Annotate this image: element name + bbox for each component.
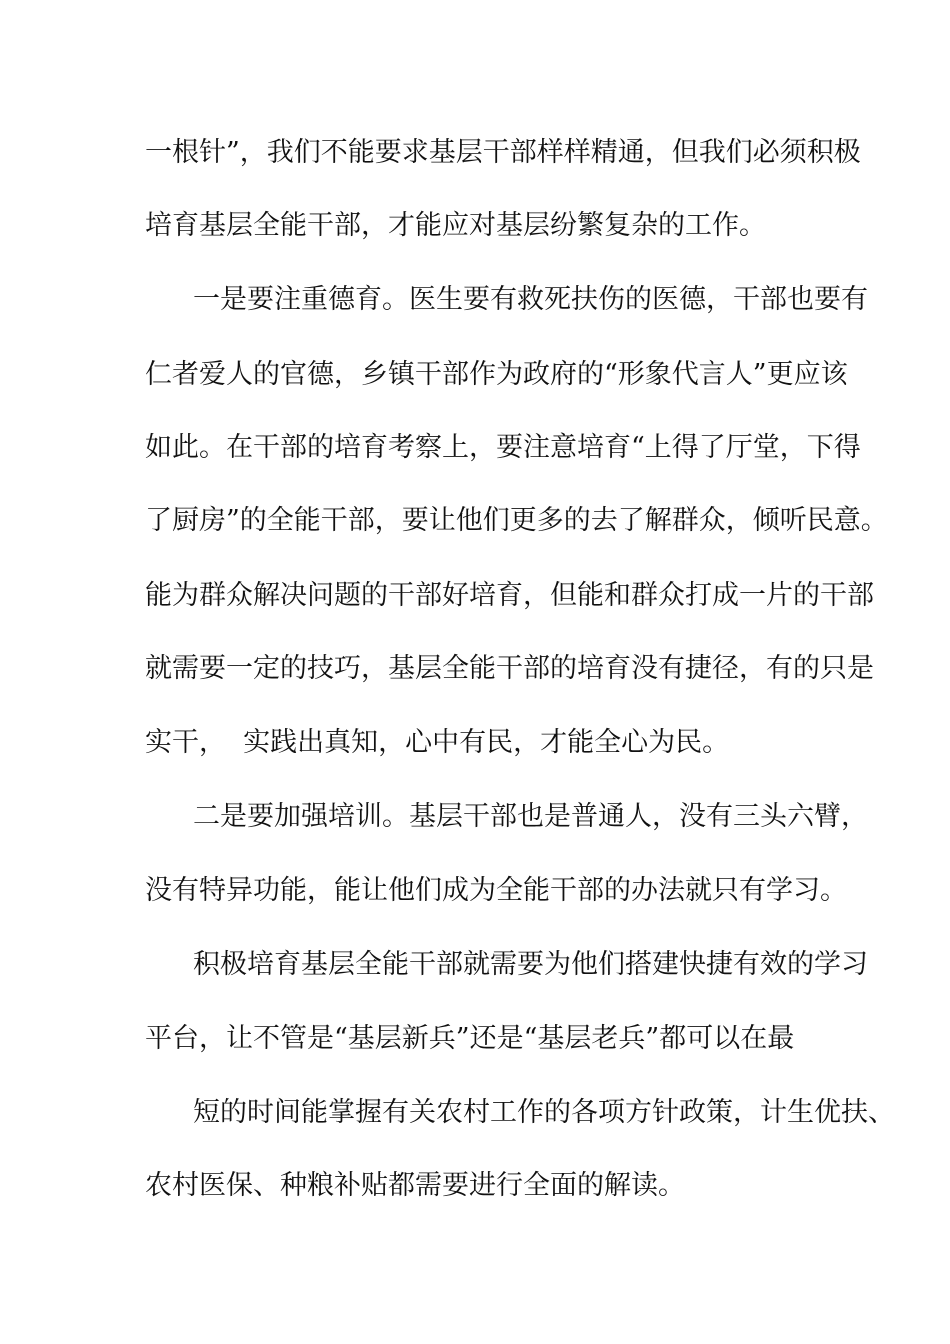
paragraph-1-line-5: 能为群众解决问题的干部好培育，但能和群众打成一片的干部 — [145, 580, 874, 611]
paragraph-4-line-1: 短的时间能掌握有关农村工作的各项方针政策，计生优扶、 — [193, 1097, 895, 1128]
paragraph-2-line-1: 二是要加强培训。基层干部也是普通人，没有三头六臂， — [193, 801, 868, 832]
text-line-1: 一根针”，我们不能要求基层干部样样精通，但我们必须积极 — [145, 137, 861, 168]
paragraph-1-line-1: 一是要注重德育。医生要有救死扶伤的医德，干部也要有 — [193, 284, 868, 315]
paragraph-3-line-2: 平台，让不管是“基层新兵”还是“基层老兵”都可以在最 — [145, 1023, 795, 1054]
paragraph-1-line-7: 实干， 实践出真知，心中有民，才能全心为民。 — [145, 727, 730, 758]
text-line-2: 培育基层全能干部，才能应对基层纷繁复杂的工作。 — [145, 210, 766, 241]
paragraph-2-line-2: 没有特异功能，能让他们成为全能干部的办法就只有学习。 — [145, 875, 847, 906]
paragraph-4-line-2: 农村医保、种粮补贴都需要进行全面的解读。 — [145, 1170, 685, 1201]
paragraph-3-line-1: 积极培育基层全能干部就需要为他们搭建快捷有效的学习 — [193, 949, 868, 980]
paragraph-1-line-6: 就需要一定的技巧，基层全能干部的培育没有捷径，有的只是 — [145, 653, 874, 684]
paragraph-1-line-4: 了厨房”的全能干部，要让他们更多的去了解群众，倾听民意。 — [145, 505, 888, 536]
paragraph-1-line-2: 仁者爱人的官德，乡镇干部作为政府的“形象代言人”更应该 — [145, 359, 848, 390]
paragraph-1-line-3: 如此。在干部的培育考察上，要注意培育“上得了厅堂，下得 — [145, 432, 861, 463]
